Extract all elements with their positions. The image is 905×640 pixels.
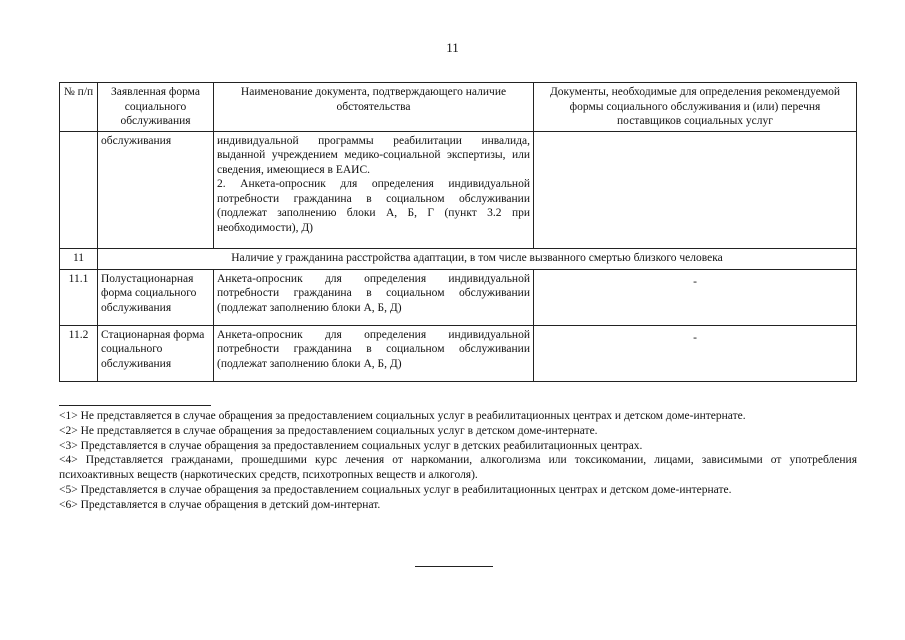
header-req: Документы, необходимые для определения рекомендуемой формы социального обслуживания и (или) перечня поставщиков социальных услуг xyxy=(534,83,857,132)
end-divider xyxy=(415,566,493,567)
section-num: 11 xyxy=(60,248,98,269)
footnote: <3> Представляется в случае обращения за предоставлением социальных услуг в детских реабилитационных центрах. xyxy=(59,439,643,452)
section-title: Наличие у гражданина расстройства адаптации, в том числе вызванного смертью близкого человека xyxy=(98,248,857,269)
table-row xyxy=(60,325,857,381)
cell-req xyxy=(534,325,857,381)
header-form: Заявленная форма социального обслуживания xyxy=(98,83,214,132)
table-header-row xyxy=(60,83,857,132)
cell-num: 11.2 xyxy=(60,325,98,381)
footnote: <2> Не представляется в случае обращения за предоставлением социальных услуг в детском доме-интернате. xyxy=(59,424,598,437)
cell-doc xyxy=(214,131,534,248)
table-row xyxy=(60,269,857,325)
cell-req xyxy=(534,269,857,325)
dash-mark: - xyxy=(693,331,697,344)
cell-num xyxy=(60,131,98,248)
cell-doc-paragraph-1: индивидуальной программы реабилитации инвалида, выданной учреждением медико-социальной экспертизы, или сведения, имеющиеся в ЕАИС. xyxy=(217,134,530,176)
table-row-section xyxy=(60,248,857,269)
footnote-divider xyxy=(59,405,211,406)
footnote: <4> Представляется гражданами, прошедшими курс лечения от наркомании, алкоголизма или токсикомании, лицами, зависимыми от употребления психоактивных веществ (наркотических средств, психотропных веществ и алкоголя). xyxy=(59,454,857,482)
documents-table xyxy=(59,82,857,382)
header-doc: Наименование документа, подтверждающего наличие обстоятельства xyxy=(214,83,534,132)
cell-doc: Анкета-опросник для определения индивидуальной потребности гражданина в социальном обслуживании (подлежат заполнению блоки А, Б, Д) xyxy=(214,325,534,381)
cell-form: обслуживания xyxy=(98,131,214,248)
footnote: <1> Не представляется в случае обращения за предоставлением социальных услуг в реабилитационных центрах и детском доме-интернате. xyxy=(59,410,746,422)
cell-form: Полустационарная форма социального обслуживания xyxy=(98,269,214,325)
cell-doc-paragraph-2: 2. Анкета-опросник для определения индивидуальной потребности гражданина в социальном обслуживании (подлежат заполнению блоки А, Б, Г (пункт 3.2 при необходимости), Д) xyxy=(217,178,530,234)
footnote: <6> Представляется в случае обращения в детский дом-интернат. xyxy=(59,498,381,511)
page-number: 11 xyxy=(446,40,459,55)
footnote: <5> Представляется в случае обращения за предоставлением социальных услуг в реабилитационных центрах и детском доме-интернате. xyxy=(59,483,732,496)
cell-doc: Анкета-опросник для определения индивидуальной потребности гражданина в социальном обслуживании (подлежат заполнению блоки А, Б, Д) xyxy=(214,269,534,325)
cell-form: Стационарная форма социального обслуживания xyxy=(98,325,214,381)
header-num: № п/п xyxy=(60,83,98,132)
dash-mark: - xyxy=(693,275,697,288)
table-row-continuation xyxy=(60,131,857,248)
cell-num: 11.1 xyxy=(60,269,98,325)
footnotes xyxy=(59,409,857,513)
cell-req xyxy=(534,131,857,248)
